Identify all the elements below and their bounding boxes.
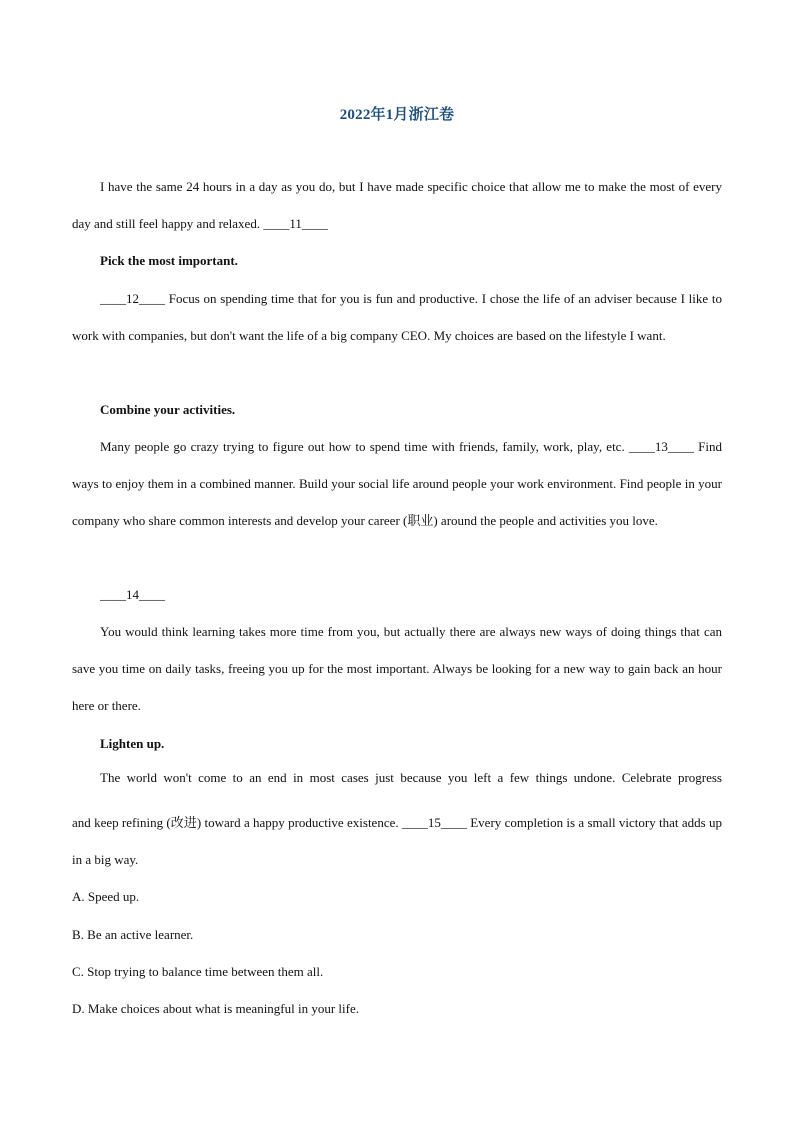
paragraph-14-body: You would think learning takes more time from you, but actually there are always new ways of doing things that can save you time on daily tasks, freeing you up for the most important. Always be looking for a new way to gain back an hour here or there. — [72, 624, 722, 713]
paragraph-12: ____12____ Focus on spending time that for you is fun and productive. I chose the life of an adviser because I like to work with companies, but don't want the life of a big company CEO. My choices are based on the lifestyle I want. — [72, 291, 722, 343]
paragraph-intro: I have the same 24 hours in a day as you do, but I have made specific choice that allow me to make the most of every day and still feel happy and relaxed. ____11____ — [72, 179, 722, 231]
heading-combine-activities: Combine your activities. — [100, 402, 236, 417]
paragraph-14-blank: ____14____ — [100, 587, 165, 602]
heading-lighten-up: Lighten up. — [100, 736, 165, 751]
paragraph-15-line2: and keep refining (改进) toward a happy productive existence. ____15____ Every completion is a small victory that adds up in a big way. — [72, 815, 722, 867]
option-d: D. Make choices about what is meaningful in your life. — [72, 1001, 360, 1016]
option-c: C. Stop trying to balance time between them all. — [72, 964, 324, 979]
paragraph-15-line1: The world won't come to an end in most cases just because you left a few things undone. Celebrate progress — [100, 770, 722, 785]
paragraph-13: Many people go crazy trying to figure out how to spend time with friends, family, work, play, etc. ____13____ Find ways to enjoy them in a combined manner. Build your social life around people your work environment. Find people in your company who share common interests and develop your career (职业) around the people and activities you love. — [72, 439, 722, 528]
option-a: A. Speed up. — [72, 889, 140, 904]
heading-pick-most-important: Pick the most important. — [100, 253, 238, 268]
option-b: B. Be an active learner. — [72, 927, 194, 942]
page-title: 2022年1月浙江卷 — [339, 107, 455, 123]
